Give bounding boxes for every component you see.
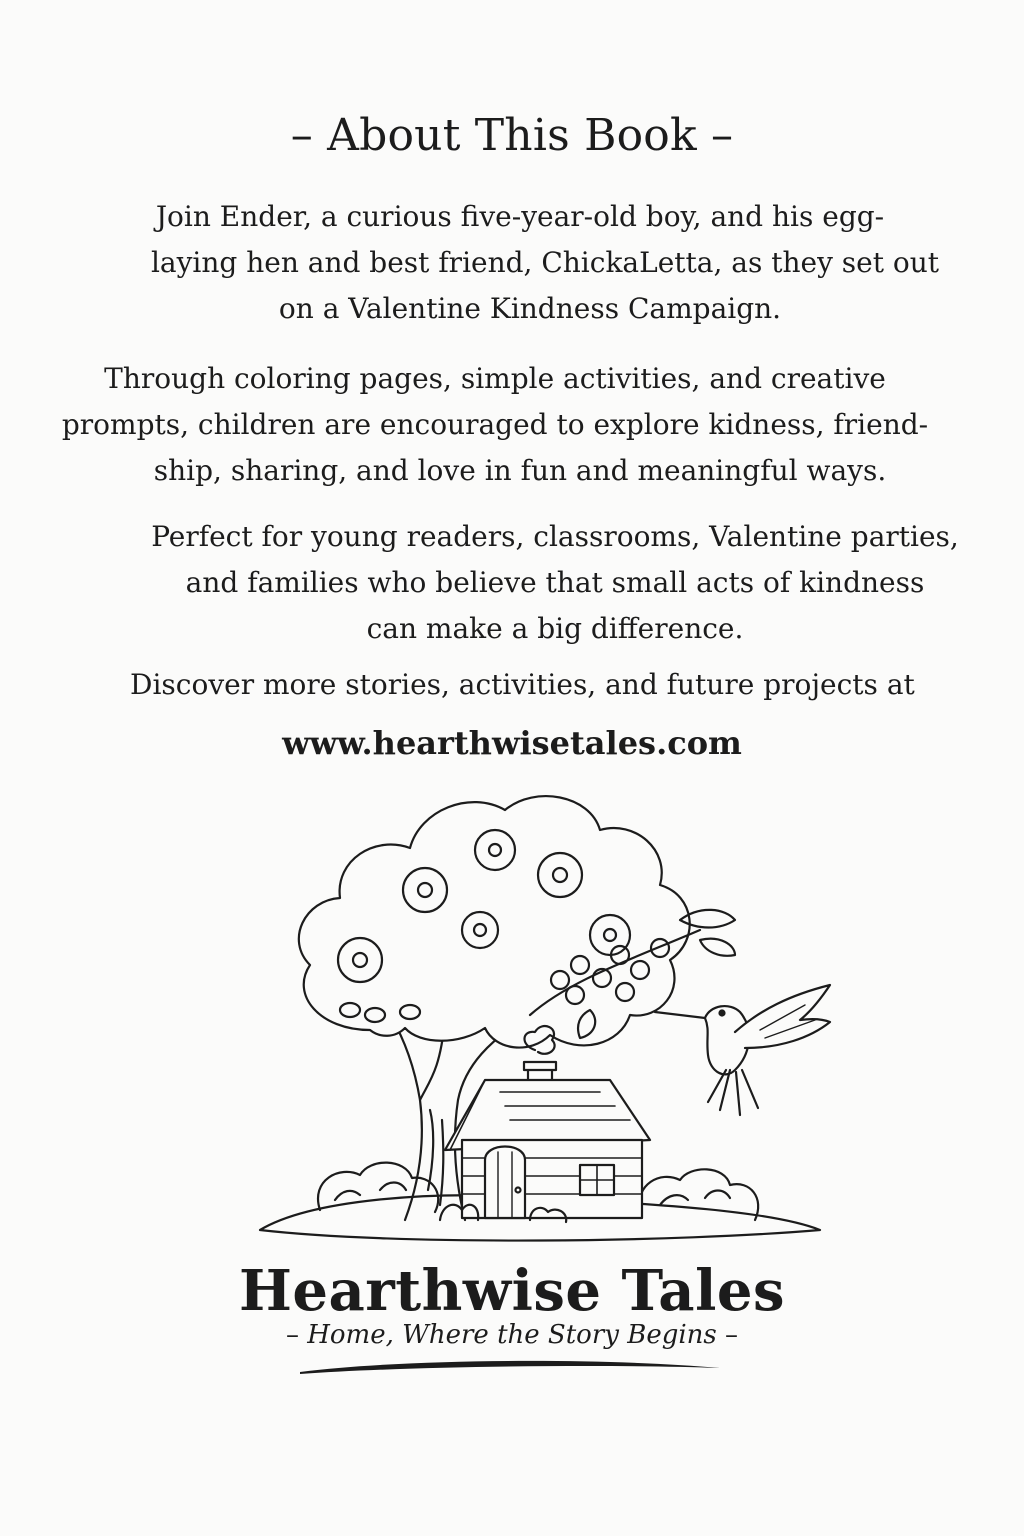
audience-line-2: and families who believe that small acts of kindness	[185, 566, 925, 599]
audience-line-3: can make a big difference.	[366, 612, 744, 645]
tree-canopy	[299, 796, 690, 1047]
brand-tagline	[0, 1320, 1024, 1350]
activities-line-2: prompts, children are encouraged to explore kidness, friend-	[61, 408, 929, 441]
intro-line-2: laying hen and best friend, ChickaLetta, as they set out	[150, 246, 940, 279]
tree-cottage-hummingbird-icon	[230, 780, 850, 1260]
tagline-text: Home, Where the Story Begins	[307, 1320, 717, 1350]
activities-line-1: Through coloring pages, simple activities, and creative	[104, 362, 886, 395]
activities-paragraph	[60, 356, 960, 494]
audience-line-1: Perfect for young readers, classrooms, Valentine parties,	[151, 520, 959, 553]
tagline-dash-right: –	[725, 1320, 739, 1350]
website-link[interactable]: www.hearthwisetales.com	[282, 724, 742, 762]
hummingbird	[655, 985, 830, 1115]
page-title: – About This Book –	[290, 110, 734, 161]
discover-text: Discover more stories, activities, and future projects at	[130, 668, 915, 701]
audience-paragraph	[60, 514, 960, 652]
intro-line-1: Join Ender, a curious five-year-old boy, and his egg-	[155, 200, 885, 233]
intro-line-3: on a Valentine Kindness Campaign.	[278, 292, 782, 325]
cottage	[445, 1062, 650, 1218]
activities-line-3: ship, sharing, and love in fun and meaningful ways.	[153, 454, 887, 487]
brand-name: Hearthwise Tales	[238, 1258, 786, 1324]
intro-paragraph	[60, 194, 960, 332]
tagline-dash-left: –	[285, 1320, 299, 1350]
underline-swoosh-icon	[290, 1350, 730, 1380]
